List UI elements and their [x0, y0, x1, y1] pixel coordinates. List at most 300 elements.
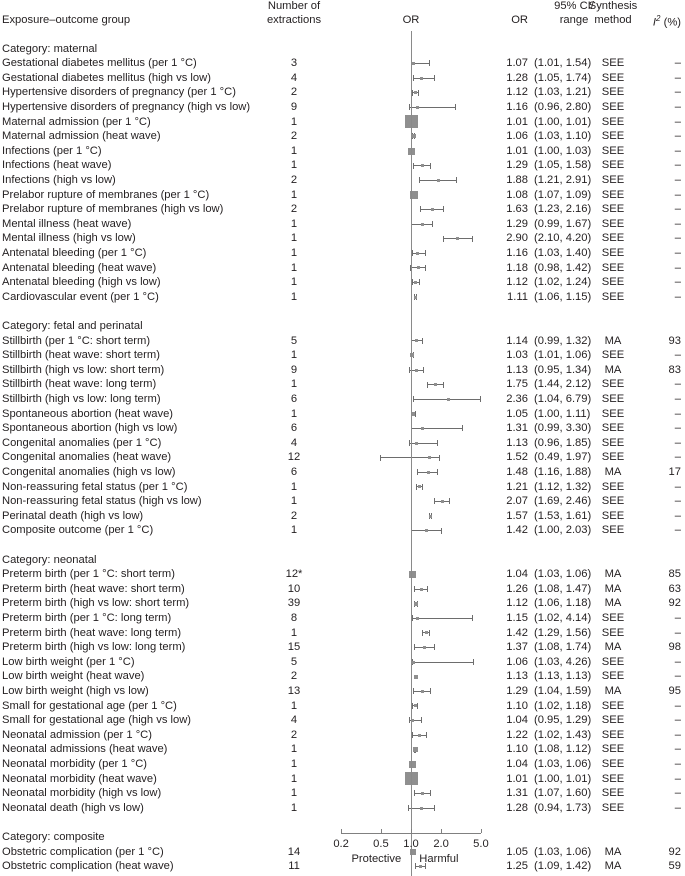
x-axis-tick-label: 5.0: [473, 838, 489, 850]
row-label: Stillbirth (heat wave: long term): [2, 378, 157, 391]
point-estimate-marker: [425, 631, 428, 634]
row-i2-value: –: [674, 100, 681, 113]
x-axis-tick-label: 2.0: [433, 838, 449, 850]
row-synthesis-method: MA: [604, 465, 622, 478]
ci-cap-right: [439, 455, 440, 461]
row-synthesis-method: SEE: [601, 217, 625, 230]
column-header-method-line1: Synthesis: [588, 0, 638, 12]
row-extractions: 5: [290, 334, 298, 347]
row-ci-value: (1.00, 2.03): [534, 524, 592, 537]
row-i2-value: 59: [668, 860, 681, 873]
row-or-value: 1.05: [506, 845, 528, 858]
row-extractions: 2: [290, 509, 298, 522]
point-estimate-marker: [456, 237, 459, 240]
row-label: Stillbirth (heat wave: short term): [2, 349, 160, 362]
row-label: Neonatal morbidity (high vs low): [2, 787, 162, 800]
column-header-method-line2: method: [594, 14, 632, 26]
point-estimate-marker: [441, 500, 444, 503]
row-extractions: 1: [290, 261, 298, 274]
row-or-value: 2.36: [506, 392, 528, 405]
point-estimate-marker: [425, 529, 428, 532]
row-ci-value: (1.09, 1.42): [534, 860, 592, 873]
row-synthesis-method: MA: [604, 582, 622, 595]
row-or-value: 1.18: [506, 261, 528, 274]
row-extractions: 6: [290, 392, 298, 405]
point-estimate-marker: [412, 661, 415, 664]
row-ci-value: (1.02, 4.14): [534, 611, 592, 624]
row-label: Gestational diabetes mellitus (per 1 °C): [2, 57, 197, 70]
row-label: Prelabor rupture of membranes (high vs low): [2, 203, 224, 216]
ci-cap-left: [414, 586, 415, 592]
row-label: Composite outcome (per 1 °C): [2, 524, 154, 537]
row-ci-value: (1.29, 1.56): [534, 626, 592, 639]
ci-cap-left: [417, 469, 418, 475]
x-axis-tick-label: 0.2: [333, 838, 349, 850]
row-extractions: 1: [290, 246, 298, 259]
row-or-value: 1.37: [506, 641, 528, 654]
column-header-extractions-line2: extractions: [266, 14, 322, 26]
row-synthesis-method: SEE: [601, 787, 625, 800]
ci-cap-left: [412, 250, 413, 256]
row-ci-value: (1.00, 1.11): [534, 407, 591, 420]
row-i2-value: 17: [668, 465, 681, 478]
row-ci-value: (1.04, 1.59): [534, 684, 592, 697]
row-i2-value: –: [674, 246, 681, 259]
x-axis-tick: [341, 829, 342, 833]
row-label: Antenatal bleeding (heat wave): [2, 261, 157, 274]
row-or-value: 1.12: [506, 276, 528, 289]
row-label: Small for gestational age (high vs low): [2, 714, 192, 727]
row-label: Spontaneous abortion (high vs low): [2, 422, 178, 435]
row-synthesis-method: MA: [604, 684, 622, 697]
row-extractions: 1: [290, 159, 298, 172]
row-ci-value: (1.03, 1.40): [534, 246, 592, 259]
row-label: Prelabor rupture of membranes (per 1 °C): [2, 188, 210, 201]
row-extractions: 2: [290, 130, 298, 143]
row-or-value: 1.01: [506, 144, 528, 157]
row-i2-value: –: [674, 57, 681, 70]
row-or-value: 1.01: [506, 115, 528, 128]
row-or-value: 1.13: [506, 363, 528, 376]
ci-cap-right: [455, 104, 456, 110]
row-extractions: 1: [290, 699, 298, 712]
row-ci-value: (1.00, 1.01): [534, 115, 592, 128]
row-or-value: 1.22: [506, 728, 528, 741]
row-synthesis-method: SEE: [601, 115, 625, 128]
row-extractions: 1: [290, 217, 298, 230]
row-or-value: 1.63: [506, 203, 528, 216]
row-i2-value: –: [674, 670, 681, 683]
point-estimate-marker: [429, 515, 432, 518]
ci-cap-left: [413, 163, 414, 169]
row-synthesis-method: SEE: [601, 407, 625, 420]
ci-cap-right: [432, 221, 433, 227]
point-estimate-marker: [419, 865, 422, 868]
row-i2-value: –: [674, 407, 681, 420]
point-estimate-marker: [423, 646, 426, 649]
row-i2-value: –: [674, 349, 681, 362]
row-ci-value: (1.08, 1.12): [534, 743, 592, 756]
row-synthesis-method: SEE: [601, 290, 625, 303]
ci-cap-left: [413, 396, 414, 402]
row-i2-value: –: [674, 436, 681, 449]
row-synthesis-method: SEE: [601, 159, 625, 172]
row-label: Preterm birth (heat wave: long term): [2, 626, 182, 639]
row-i2-value: –: [674, 801, 681, 814]
row-extractions: 1: [290, 743, 298, 756]
ci-cap-right: [443, 382, 444, 388]
row-or-value: 1.03: [506, 349, 528, 362]
ci-cap-left: [408, 805, 409, 811]
row-or-value: 1.75: [506, 378, 528, 391]
row-or-value: 1.29: [506, 217, 528, 230]
ci-cap-right: [462, 425, 463, 431]
row-or-value: 1.14: [506, 334, 528, 347]
row-extractions: 6: [290, 465, 298, 478]
row-synthesis-method: SEE: [601, 670, 625, 683]
ci-line: [411, 428, 463, 429]
row-or-value: 1.25: [506, 860, 528, 873]
row-label: Infections (high vs low): [2, 173, 116, 186]
row-or-value: 1.88: [506, 173, 528, 186]
ci-cap-left: [414, 644, 415, 650]
row-ci-value: (1.02, 1.43): [534, 728, 592, 741]
ci-cap-right: [419, 279, 420, 285]
row-or-value: 1.31: [506, 422, 528, 435]
row-ci-value: (1.21, 2.91): [534, 173, 592, 186]
row-ci-value: (1.03, 1.10): [534, 130, 592, 143]
row-i2-value: –: [674, 509, 681, 522]
ci-cap-left: [413, 688, 414, 694]
row-i2-value: 83: [668, 363, 681, 376]
row-extractions: 1: [290, 349, 298, 362]
row-i2-value: –: [674, 188, 681, 201]
row-or-value: 1.52: [506, 451, 528, 464]
column-header-ci-line1: 95% CI/: [554, 0, 594, 12]
row-ci-value: (0.98, 1.42): [534, 261, 592, 274]
row-synthesis-method: SEE: [601, 801, 625, 814]
row-extractions: 1: [290, 115, 298, 128]
row-label: Gestational diabetes mellitus (high vs low): [2, 71, 211, 84]
row-label: Perinatal death (high vs low): [2, 509, 144, 522]
row-label: Neonatal death (high vs low): [2, 801, 144, 814]
axis-direction-label-harmful: Harmful: [419, 853, 459, 865]
point-estimate-marker: [412, 134, 416, 138]
row-ci-value: (1.03, 1.06): [534, 845, 592, 858]
ci-cap-left: [413, 75, 414, 81]
row-or-value: 1.31: [506, 787, 528, 800]
row-extractions: 1: [290, 480, 298, 493]
ci-line: [412, 253, 425, 254]
row-or-value: 1.12: [506, 86, 528, 99]
row-extractions: 1: [290, 524, 298, 537]
row-synthesis-method: SEE: [601, 144, 625, 157]
point-estimate-marker: [421, 792, 424, 795]
row-or-value: 1.01: [506, 772, 528, 785]
point-estimate-marker: [414, 675, 418, 679]
row-ci-value: (1.07, 1.09): [534, 188, 592, 201]
x-axis-tick-label: 0.5: [373, 838, 389, 850]
row-ci-value: (1.44, 2.12): [534, 378, 592, 391]
ci-cap-left: [416, 484, 417, 490]
column-header-plot-or: OR: [402, 14, 420, 26]
row-extractions: 1: [290, 144, 298, 157]
ci-cap-right: [430, 688, 431, 694]
ci-cap-right: [429, 60, 430, 66]
row-ci-value: (1.16, 1.88): [534, 465, 592, 478]
row-or-value: 2.07: [506, 495, 528, 508]
ci-cap-right: [426, 732, 427, 738]
point-estimate-marker: [447, 398, 450, 401]
row-synthesis-method: SEE: [601, 480, 625, 493]
row-label: Preterm birth (high vs low: long term): [2, 641, 186, 654]
row-or-value: 1.05: [506, 407, 528, 420]
row-extractions: 1: [290, 407, 298, 420]
row-i2-value: –: [674, 728, 681, 741]
row-ci-value: (1.23, 2.16): [534, 203, 592, 216]
row-synthesis-method: SEE: [601, 232, 625, 245]
row-label: Neonatal admissions (heat wave): [2, 743, 168, 756]
column-header-ci-line2: range: [559, 14, 589, 26]
row-or-value: 1.16: [506, 100, 528, 113]
row-ci-value: (0.96, 2.80): [534, 100, 592, 113]
ci-cap-left: [380, 455, 381, 461]
point-estimate-marker: [415, 442, 418, 445]
row-i2-value: 92: [668, 845, 681, 858]
ci-cap-left: [414, 790, 415, 796]
row-ci-value: (1.05, 1.58): [534, 159, 592, 172]
row-synthesis-method: SEE: [601, 757, 625, 770]
point-estimate-marker: [427, 471, 430, 474]
ci-cap-right: [480, 396, 481, 402]
row-or-value: 1.11: [507, 290, 528, 303]
row-extractions: 39: [287, 597, 301, 610]
row-label: Antenatal bleeding (per 1 °C): [2, 246, 147, 259]
row-label: Congenital anomalies (per 1 °C): [2, 436, 162, 449]
row-i2-value: 63: [668, 582, 681, 595]
row-ci-value: (1.01, 1.54): [534, 57, 592, 70]
row-synthesis-method: SEE: [601, 509, 625, 522]
ci-cap-right: [427, 586, 428, 592]
row-label: Preterm birth (high vs low: short term): [2, 597, 190, 610]
point-estimate-marker: [414, 602, 418, 606]
row-extractions: 9: [290, 100, 298, 113]
row-label: Hypertensive disorders of pregnancy (high vs low): [2, 100, 251, 113]
row-extractions: 11: [288, 860, 300, 873]
row-i2-value: –: [674, 422, 681, 435]
row-i2-value: –: [674, 290, 681, 303]
row-label: Stillbirth (high vs low: short term): [2, 363, 165, 376]
row-i2-value: –: [674, 655, 681, 668]
column-header-exposure: Exposure–outcome group: [2, 14, 131, 26]
ci-cap-right: [422, 338, 423, 344]
row-label: Stillbirth (per 1 °C: short term): [2, 334, 151, 347]
row-synthesis-method: SEE: [601, 378, 625, 391]
row-i2-value: –: [674, 611, 681, 624]
point-estimate-marker: [416, 617, 419, 620]
row-or-value: 1.06: [506, 655, 528, 668]
ci-cap-left: [420, 206, 421, 212]
row-i2-value: –: [674, 714, 681, 727]
ci-cap-left: [427, 382, 428, 388]
row-label: Neonatal admission (per 1 °C): [2, 728, 152, 741]
column-header-i2: $I^2$ (%): [652, 14, 681, 29]
row-synthesis-method: SEE: [601, 655, 625, 668]
row-ci-value: (1.03, 1.21): [534, 86, 592, 99]
row-i2-value: –: [674, 451, 681, 464]
row-label: Congenital anomalies (heat wave): [2, 451, 172, 464]
x-axis-tick: [411, 829, 412, 833]
row-i2-value: –: [674, 743, 681, 756]
row-synthesis-method: MA: [604, 334, 622, 347]
ci-cap-right: [434, 805, 435, 811]
row-label: Antenatal bleeding (high vs low): [2, 276, 161, 289]
ci-cap-right: [430, 790, 431, 796]
column-header-extractions-line1: Number of: [267, 0, 321, 12]
row-label: Hypertensive disorders of pregnancy (per 1 °C): [2, 86, 236, 99]
row-extractions: 1: [290, 626, 298, 639]
row-synthesis-method: SEE: [601, 71, 625, 84]
ci-cap-right: [429, 630, 430, 636]
point-estimate-marker: [413, 747, 418, 752]
ci-cap-right: [425, 250, 426, 256]
row-synthesis-method: SEE: [601, 436, 625, 449]
row-extractions: 12: [287, 451, 301, 464]
null-reference-line: [411, 31, 412, 876]
row-ci-value: (0.94, 1.73): [534, 801, 592, 814]
row-ci-value: (1.04, 6.79): [534, 392, 592, 405]
point-estimate-marker: [416, 106, 419, 109]
row-label: Maternal admission (per 1 °C): [2, 115, 151, 128]
row-label: Preterm birth (per 1 °C: long term): [2, 611, 172, 624]
row-i2-value: 93: [668, 334, 681, 347]
row-label: Low birth weight (high vs low): [2, 684, 149, 697]
row-label: Obstetric complication (per 1 °C): [2, 845, 164, 858]
x-axis-tick: [481, 829, 482, 833]
point-estimate-marker: [417, 266, 420, 269]
row-ci-value: (0.96, 1.85): [534, 436, 592, 449]
row-or-value: 1.29: [506, 159, 528, 172]
row-i2-value: –: [674, 115, 681, 128]
row-extractions: 14: [287, 845, 301, 858]
row-or-value: 1.42: [506, 626, 528, 639]
point-estimate-marker: [420, 77, 423, 80]
ci-cap-right: [472, 615, 473, 621]
row-or-value: 1.29: [506, 684, 528, 697]
ci-cap-left: [422, 630, 423, 636]
point-estimate-marker: [437, 179, 440, 182]
row-or-value: 1.10: [506, 699, 528, 712]
row-label: Neonatal morbidity (heat wave): [2, 772, 157, 785]
row-i2-value: –: [674, 699, 681, 712]
row-extractions: 5: [290, 655, 298, 668]
row-label: Non-reassuring fetal status (per 1 °C): [2, 480, 188, 493]
row-synthesis-method: SEE: [601, 188, 625, 201]
row-ci-value: (1.02, 1.24): [534, 276, 592, 289]
row-label: Infections (heat wave): [2, 159, 112, 172]
point-estimate-marker: [414, 91, 417, 94]
row-label: Non-reassuring fetal status (high vs low): [2, 495, 202, 508]
row-i2-value: –: [674, 480, 681, 493]
point-estimate-marker: [415, 339, 418, 342]
row-synthesis-method: MA: [604, 641, 622, 654]
row-synthesis-method: MA: [604, 568, 622, 581]
point-estimate-marker: [418, 485, 421, 488]
row-label: Mental illness (heat wave): [2, 217, 132, 230]
row-extractions: 4: [290, 436, 298, 449]
row-label: Obstetric complication (heat wave): [2, 860, 174, 873]
row-extractions: 8: [290, 611, 298, 624]
row-synthesis-method: MA: [604, 597, 622, 610]
row-label: Stillbirth (high vs low: long term): [2, 392, 161, 405]
row-extractions: 2: [290, 203, 298, 216]
row-or-value: 1.10: [506, 743, 528, 756]
row-ci-value: (1.03, 1.06): [534, 757, 592, 770]
point-estimate-marker: [434, 383, 437, 386]
row-synthesis-method: SEE: [601, 772, 625, 785]
ci-cap-left: [443, 236, 444, 242]
row-label: Preterm birth (heat wave: short term): [2, 582, 185, 595]
row-i2-value: –: [674, 261, 681, 274]
row-label: Cardiovascular event (per 1 °C): [2, 290, 159, 303]
row-label: Small for gestational age (per 1 °C): [2, 699, 177, 712]
row-ci-value: (1.00, 1.03): [534, 144, 592, 157]
row-synthesis-method: SEE: [601, 743, 625, 756]
row-label: Low birth weight (per 1 °C): [2, 655, 135, 668]
row-synthesis-method: SEE: [601, 261, 625, 274]
point-estimate-marker: [431, 208, 434, 211]
point-estimate-marker: [420, 588, 423, 591]
point-estimate-marker: [416, 252, 419, 255]
row-ci-value: (1.00, 1.01): [534, 772, 592, 785]
ci-cap-right: [422, 484, 423, 490]
row-synthesis-method: SEE: [601, 714, 625, 727]
row-i2-value: –: [674, 378, 681, 391]
ci-cap-right: [472, 236, 473, 242]
point-estimate-marker: [412, 62, 415, 65]
point-estimate-marker: [421, 427, 424, 430]
point-estimate-marker: [414, 296, 417, 299]
row-i2-value: –: [674, 495, 681, 508]
row-synthesis-method: SEE: [601, 524, 625, 537]
ci-cap-right: [418, 90, 419, 96]
row-i2-value: –: [674, 787, 681, 800]
ci-cap-left: [412, 90, 413, 96]
row-i2-value: 98: [668, 641, 681, 654]
ci-cap-left: [412, 279, 413, 285]
row-synthesis-method: SEE: [601, 130, 625, 143]
ci-cap-right: [437, 469, 438, 475]
row-ci-value: (0.99, 1.32): [534, 334, 592, 347]
row-or-value: 1.04: [506, 568, 528, 581]
row-synthesis-method: SEE: [601, 86, 625, 99]
row-or-value: 2.90: [506, 232, 528, 245]
ci-cap-left: [434, 498, 435, 504]
row-synthesis-method: SEE: [601, 611, 625, 624]
row-ci-value: (1.07, 1.60): [534, 787, 592, 800]
x-axis-tick: [381, 829, 382, 833]
row-extractions: 10: [287, 582, 301, 595]
point-estimate-marker: [420, 807, 423, 810]
row-or-value: 1.13: [506, 436, 528, 449]
row-extractions: 2: [290, 670, 298, 683]
row-i2-value: –: [674, 757, 681, 770]
row-i2-value: –: [674, 86, 681, 99]
row-i2-value: –: [674, 276, 681, 289]
row-ci-value: (1.05, 1.74): [534, 71, 592, 84]
ci-cap-right: [423, 367, 424, 373]
point-estimate-marker: [428, 456, 431, 459]
